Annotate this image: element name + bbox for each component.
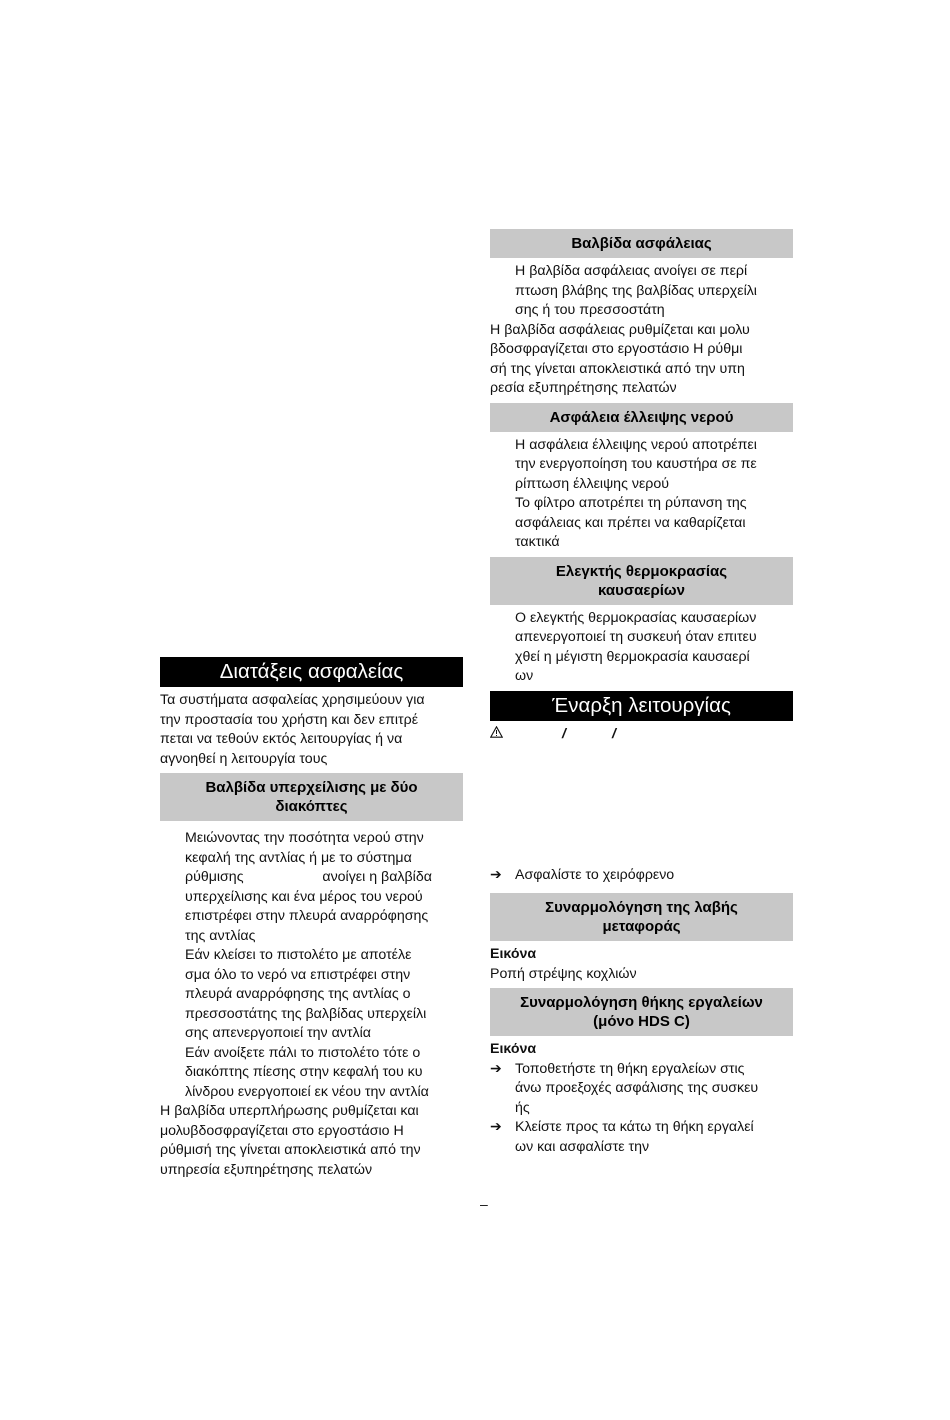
toolbox-step-1 — [490, 1060, 793, 1119]
heading-line: διακόπτες — [275, 798, 348, 815]
text-line: βδοσφραγίζεται στο εργοστάσιο Η ρύθμι — [490, 341, 743, 357]
text-line: την προστασία του χρήστη και δεν επιτρέ — [160, 711, 419, 728]
water-para-2 — [490, 494, 793, 553]
water-para-1 — [490, 436, 793, 495]
step-line: Κλείστε προς τα κάτω τη θήκη εργαλεί — [515, 1119, 754, 1135]
text-line: σμα όλο το νερό να επιστρέφει στην — [185, 966, 411, 983]
text-line: την ενεργοποίηση του καυστήρα σε πε — [515, 456, 757, 472]
figure-label: Εικόνα — [490, 946, 537, 962]
text-line: επιστρέφει στην πλευρά αναρρόφησης — [185, 908, 429, 924]
text-line: Η βαλβίδα υπερπλήρωσης ρυθμίζεται και — [160, 1103, 419, 1119]
text-line: Η βαλβίδα ασφάλειας ανοίγει σε περί — [515, 263, 748, 279]
text-line: ρίπτωση έλλειψης νερού — [515, 475, 669, 492]
text-line: ων — [515, 668, 534, 684]
warning-slash: / — [612, 725, 616, 742]
heading-line: Βαλβίδα υπερχείλισης με δύο — [205, 779, 418, 796]
safety-intro — [160, 691, 463, 769]
text-line: πλευρά αναρρόφησης της αντλίας ο — [185, 986, 411, 1002]
toolbox-assembly-heading — [490, 988, 793, 1036]
text-line: ρεσία εξυπηρέτησης πελατών — [490, 380, 677, 396]
step-line: ων και ασφαλίστε την — [515, 1138, 650, 1155]
text-line: διακόπτης πίεσης στην κεφαλή του κυ — [185, 1064, 423, 1080]
exhaust-temp-heading — [490, 557, 793, 605]
text-line: τακτικά — [515, 534, 560, 550]
text-line: αγνοηθεί η λειτουργία τους — [160, 750, 328, 767]
arrow-right-icon: ➔ — [490, 1119, 502, 1135]
brake-step — [490, 866, 793, 886]
overflow-para-4 — [160, 1102, 463, 1180]
text-line: πεται να τεθούν εκτός λειτουργίας ή να — [160, 731, 403, 747]
figure-label: Εικόνα — [490, 1041, 537, 1057]
overflow-valve-heading — [160, 773, 463, 821]
step-text: Ασφαλίστε το χειρόφρενο — [515, 866, 675, 883]
heading-line: (μόνο HDS C) — [593, 1013, 690, 1030]
text-line: Το φίλτρο αποτρέπει τη ρύπανση της — [515, 495, 747, 511]
left-column — [160, 657, 463, 1180]
text-line: λίνδρου ενεργοποιεί εκ νέου την αντλία — [185, 1083, 429, 1100]
text-line: ρύθμισή της γίνεται αποκλειστικά από την — [160, 1142, 421, 1158]
text-line: Η ασφάλεια έλλειψης νερού αποτρέπει — [515, 436, 757, 453]
warning-slash: / — [562, 725, 566, 742]
text-line: Εάν ανοίξετε πάλι το πιστολέτο τότε ο — [185, 1044, 421, 1061]
text-line: της αντλίας — [185, 927, 256, 944]
text-line: Ο ελεγκτής θερμοκρασίας καυσαερίων — [515, 609, 757, 626]
safety-valve-heading: Βαλβίδα ασφάλειας — [490, 229, 793, 258]
text-line: Τα συστήματα ασφαλείας χρησιμεύουν για — [160, 692, 425, 708]
exhaust-para — [490, 609, 793, 687]
page-number-mark: – — [480, 1196, 488, 1212]
text-line: Η βαλβίδα ασφάλειας ρυθμίζεται και μολυ — [490, 321, 750, 338]
text-line: πρεσσοστάτης της βαλβίδας υπερχείλι — [185, 1005, 427, 1022]
handle-assembly-heading — [490, 893, 793, 941]
warning-triangle-icon — [490, 725, 562, 745]
text-line: πτωση βλάβης της βαλβίδας υπερχείλι — [515, 282, 757, 299]
text-line: σή της γίνεται αποκλειστικά από την υπη — [490, 360, 745, 377]
heading-line: καυσαερίων — [598, 581, 685, 599]
heading-line: μεταφοράς — [602, 918, 681, 935]
arrow-right-icon: ➔ — [490, 866, 502, 883]
step-line: ής — [515, 1099, 530, 1116]
text-line: απενεργοποιεί τη συσκευή όταν επιτευ — [515, 629, 757, 645]
right-column — [490, 229, 793, 1157]
safety-valve-para-2 — [490, 321, 793, 399]
text-line: υπηρεσία εξυπηρέτησης πελατών — [160, 1161, 373, 1178]
overflow-para-1 — [160, 829, 463, 946]
water-shortage-heading: Ασφάλεια έλλειψης νερού — [490, 403, 793, 432]
toolbox-step-2 — [490, 1118, 793, 1157]
overflow-para-3 — [160, 1044, 463, 1103]
text-line: μολυβδοσφραγίζεται στο εργοστάσιο Η — [160, 1122, 404, 1139]
arrow-right-icon: ➔ — [490, 1060, 502, 1077]
overflow-para-2 — [160, 946, 463, 1044]
heading-line: Συναρμολόγηση της λαβής — [545, 899, 738, 916]
step-line: Τοποθετήστε τη θήκη εργαλείων στις — [515, 1060, 745, 1077]
text-line: ρύθμισης ανοίγει η βαλβίδα — [185, 869, 432, 885]
text-line: ασφάλειας και πρέπει να καθαρίζεται — [515, 514, 746, 531]
warning-row — [490, 725, 793, 745]
step-line: άνω προεξοχές ασφάλισης της συσκευ — [515, 1080, 759, 1096]
heading-line: Συναρμολόγηση θήκης εργαλείων — [520, 994, 763, 1011]
text-line: σης ή του πρεσσοστάτη — [515, 302, 665, 318]
torque-text: Ροπή στρέψης κοχλιών — [490, 965, 637, 982]
heading-line: Ελεγκτής θερμοκρασίας — [555, 562, 728, 580]
text-line: Μειώνοντας την ποσότητα νερού στην — [185, 830, 424, 846]
safety-valve-para-1 — [490, 262, 793, 321]
safety-devices-title: Διατάξεις ασφαλείας — [160, 657, 463, 687]
text-line: Εάν κλείσει το πιστολέτο με αποτέλε — [185, 947, 412, 963]
text-line: κεφαλή της αντλίας ή με το σύστημα — [185, 849, 412, 866]
text-line: σης απενεργοποιεί την αντλία — [185, 1025, 371, 1041]
text-line: υπερχείλισης και ένα μέρος του νερού — [185, 888, 423, 905]
start-operation-title: Έναρξη λειτουργίας — [490, 691, 793, 721]
text-line: χθεί η μέγιστη θερμοκρασία καυσαερί — [515, 648, 750, 665]
